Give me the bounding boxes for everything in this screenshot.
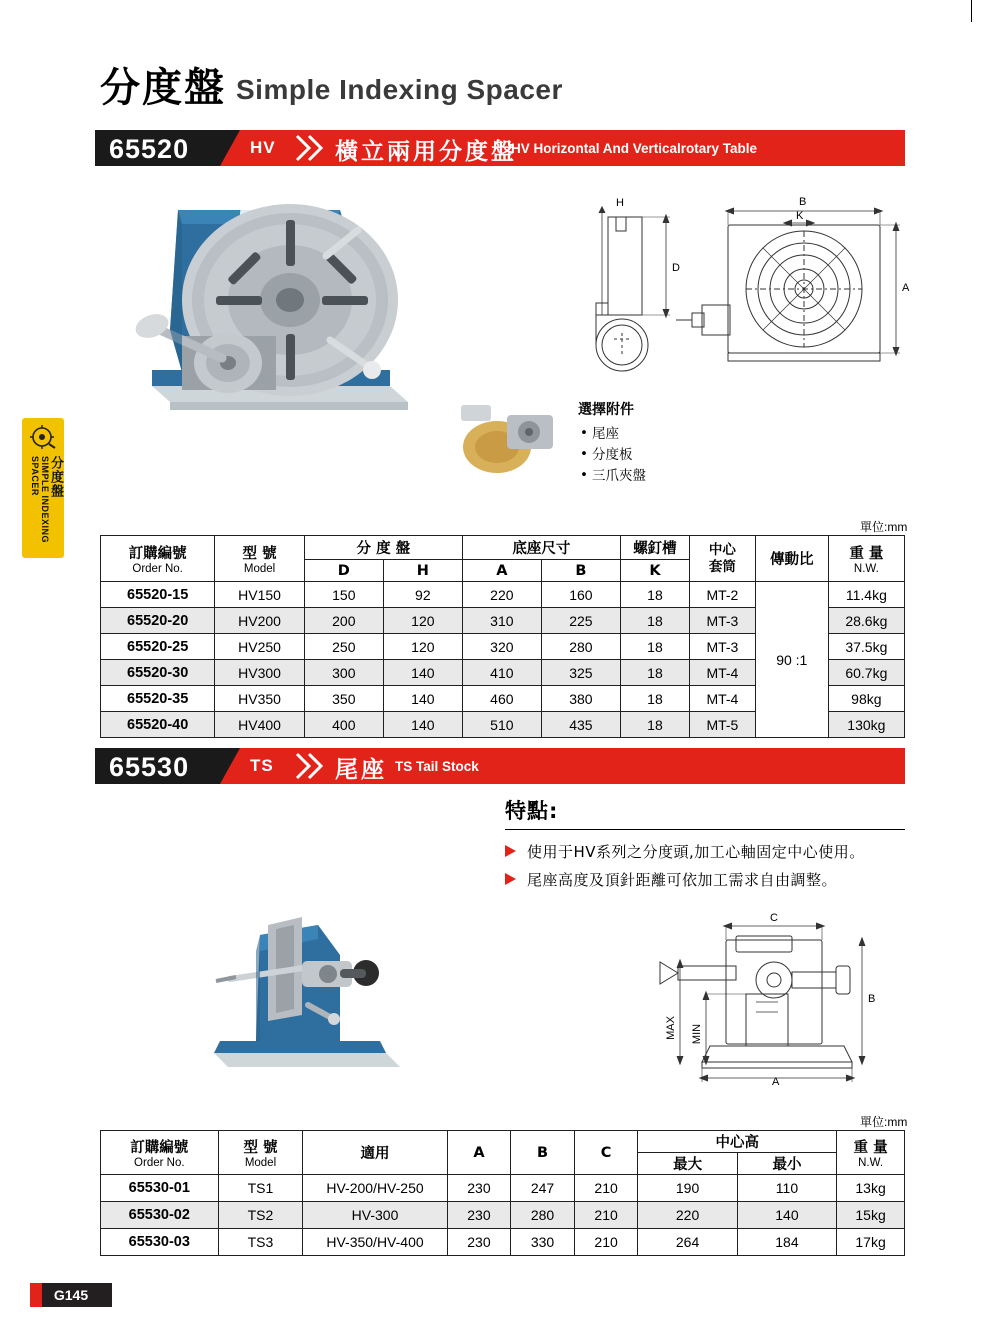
cell-D: 200 (304, 608, 383, 634)
cell-A: 510 (462, 712, 541, 738)
cell-sleeve: MT-3 (690, 634, 756, 660)
cell-max: 190 (638, 1175, 737, 1202)
cell-weight: 11.4kg (828, 582, 904, 608)
th2-A: A (447, 1131, 511, 1175)
cell-C: 210 (574, 1229, 638, 1256)
cell-H: 140 (383, 660, 462, 686)
cell-H: 140 (383, 712, 462, 738)
section2-name-cn: 尾座 (335, 757, 387, 783)
section1-abbr: HV (250, 138, 276, 157)
th-group-table: 分 度 盤 (304, 536, 462, 560)
cell-B: 380 (541, 686, 620, 712)
cell-sleeve: MT-4 (690, 686, 756, 712)
section2-abbr: TS (250, 756, 274, 775)
table-row (101, 1229, 905, 1256)
cell-order: 65520-40 (101, 712, 215, 738)
cell-A: 230 (447, 1229, 511, 1256)
cell-ratio: 90 :1 (755, 582, 828, 738)
svg-text:C: C (770, 912, 778, 924)
technical-drawing-hv (580, 195, 910, 395)
product-photo-ts-tail-stock (190, 895, 430, 1085)
cell-H: 140 (383, 686, 462, 712)
svg-text:MAX: MAX (665, 1016, 677, 1040)
arrow-icon (505, 845, 516, 857)
indexing-spacer-icon (29, 424, 57, 450)
cell-model: TS1 (218, 1175, 303, 1202)
cell-K: 18 (620, 686, 689, 712)
cell-B: 247 (511, 1175, 575, 1202)
cell-weight: 13kg (837, 1175, 905, 1202)
side-tab-label-cn: 分度盤 (48, 456, 63, 498)
cell-B: 435 (541, 712, 620, 738)
cell-min: 110 (737, 1175, 836, 1202)
technical-drawing-ts (640, 910, 920, 1085)
th-K: K (620, 560, 689, 582)
cell-order: 65520-35 (101, 686, 215, 712)
svg-text:B: B (799, 196, 807, 208)
option-item: • 尾座 (578, 424, 646, 445)
cell-order: 65520-30 (101, 660, 215, 686)
cell-A: 460 (462, 686, 541, 712)
chevron-right-icon (293, 748, 333, 784)
cell-model: TS3 (218, 1229, 303, 1256)
table-row (101, 1175, 905, 1202)
th-ratio: 傳動比 (755, 536, 828, 582)
option-item: • 分度板 (578, 445, 646, 466)
th-group-base: 底座尺寸 (462, 536, 620, 560)
section2-code: 65530 (109, 752, 190, 782)
th-order-en: Order No. (132, 563, 183, 575)
side-index-tab (22, 418, 64, 558)
unit-note-2: 單位:mm (860, 1115, 908, 1129)
th2-apply: 適用 (303, 1131, 447, 1175)
th-weight-cn: 重 量 (849, 546, 884, 562)
cell-model: HV350 (215, 686, 305, 712)
svg-text:D: D (672, 262, 680, 274)
features-block (505, 795, 925, 896)
th2-center-height: 中心高 (638, 1131, 837, 1153)
cell-B: 280 (511, 1202, 575, 1229)
svg-text:H: H (616, 197, 624, 209)
chevron-right-icon (293, 130, 333, 166)
th-model-cn: 型 號 (242, 546, 277, 562)
th2-max: 最大 (638, 1153, 737, 1175)
cell-B: 160 (541, 582, 620, 608)
accessory-photo (455, 385, 563, 483)
th-A: A (462, 560, 541, 582)
cell-sleeve: MT-5 (690, 712, 756, 738)
th-weight-en: N.W. (853, 563, 879, 575)
th-H: H (383, 560, 462, 582)
page-title (100, 65, 563, 111)
cell-B: 330 (511, 1229, 575, 1256)
th2-min: 最小 (737, 1153, 836, 1175)
arrow-icon (505, 873, 516, 885)
cell-sleeve: MT-3 (690, 608, 756, 634)
cell-D: 400 (304, 712, 383, 738)
cell-model: HV300 (215, 660, 305, 686)
cell-H: 120 (383, 634, 462, 660)
cell-max: 264 (638, 1229, 737, 1256)
cell-order: 65520-15 (101, 582, 215, 608)
cell-C: 210 (574, 1175, 638, 1202)
options-title: 選擇附件 (578, 402, 634, 418)
section-header-65530 (95, 748, 905, 784)
cell-A: 410 (462, 660, 541, 686)
optional-accessories (578, 400, 646, 486)
cell-model: TS2 (218, 1202, 303, 1229)
cell-model: HV150 (215, 582, 305, 608)
cell-min: 184 (737, 1229, 836, 1256)
page-number: G145 (53, 1287, 89, 1303)
cell-sleeve: MT-2 (690, 582, 756, 608)
section1-name-cn: 橫立兩用分度盤 (335, 139, 517, 165)
cell-order: 65530-03 (101, 1229, 219, 1256)
section1-code: 65520 (109, 134, 190, 164)
cell-model: HV200 (215, 608, 305, 634)
th2-weight-cn: 重 量 (853, 1140, 888, 1156)
page-title-en: Simple Indexing Spacer (236, 74, 563, 106)
svg-text:MIN: MIN (691, 1023, 703, 1045)
section1-name-en: HV Horizontal And Verticalrotary Table (511, 141, 758, 156)
cell-order: 65520-25 (101, 634, 215, 660)
th2-model-en: Model (244, 1157, 277, 1169)
th-order-cn: 訂購編號 (128, 546, 187, 562)
page-title-cn: 分度盤 (100, 65, 226, 111)
cell-H: 120 (383, 608, 462, 634)
product-photo-hv-rotary-table (90, 190, 450, 420)
th-model-en: Model (243, 563, 276, 575)
cell-D: 300 (304, 660, 383, 686)
section2-name-en: TS Tail Stock (395, 759, 479, 774)
cell-model: HV400 (215, 712, 305, 738)
cell-B: 325 (541, 660, 620, 686)
cell-D: 150 (304, 582, 383, 608)
feature-text: 尾座高度及頂針距離可依加工需求自由調整。 (527, 871, 838, 889)
th2-order-en: Order No. (134, 1157, 185, 1169)
cell-min: 140 (737, 1202, 836, 1229)
spec-table-ts (100, 1130, 905, 1256)
svg-text:B: B (868, 993, 876, 1005)
side-tab-label-en: SIMPLE INDEXING SPACER (30, 456, 50, 544)
cell-D: 250 (304, 634, 383, 660)
cell-A: 230 (447, 1175, 511, 1202)
cell-weight: 60.7kg (828, 660, 904, 686)
crop-mark (971, 0, 972, 22)
option-item: • 三爪夾盤 (578, 466, 646, 487)
cell-apply: HV-350/HV-400 (303, 1229, 447, 1256)
cell-apply: HV-300 (303, 1202, 447, 1229)
cell-K: 18 (620, 660, 689, 686)
th2-B: B (511, 1131, 575, 1175)
cell-weight: 37.5kg (828, 634, 904, 660)
svg-text:A: A (772, 1076, 780, 1085)
th2-C: C (574, 1131, 638, 1175)
feature-item (505, 868, 925, 892)
cell-K: 18 (620, 582, 689, 608)
cell-order: 65530-02 (101, 1202, 219, 1229)
cell-order: 65530-01 (101, 1175, 219, 1202)
cell-A: 310 (462, 608, 541, 634)
cell-K: 18 (620, 634, 689, 660)
th2-order-cn: 訂購編號 (130, 1140, 189, 1156)
cell-weight: 98kg (828, 686, 904, 712)
section-header-65520 (95, 130, 905, 166)
spec-table-hv (100, 535, 905, 738)
features-title: 特點: (505, 799, 559, 823)
cell-weight: 15kg (837, 1202, 905, 1229)
cell-H: 92 (383, 582, 462, 608)
cell-A: 320 (462, 634, 541, 660)
cell-apply: HV-200/HV-250 (303, 1175, 447, 1202)
svg-text:K: K (796, 210, 804, 222)
cell-K: 18 (620, 712, 689, 738)
feature-item (505, 840, 925, 864)
cell-B: 225 (541, 608, 620, 634)
cell-B: 280 (541, 634, 620, 660)
cell-C: 210 (574, 1202, 638, 1229)
th-center-cn-1: 中心 (708, 541, 736, 558)
svg-text:A: A (902, 282, 910, 294)
th-group-slot: 螺釘槽 (620, 536, 689, 560)
table-row (101, 582, 905, 608)
cell-weight: 17kg (837, 1229, 905, 1256)
cell-model: HV250 (215, 634, 305, 660)
cell-A: 220 (462, 582, 541, 608)
cell-A: 230 (447, 1202, 511, 1229)
cell-weight: 28.6kg (828, 608, 904, 634)
cell-K: 18 (620, 608, 689, 634)
page-footer (30, 1283, 112, 1307)
unit-note-1: 單位:mm (860, 520, 908, 534)
th2-weight-en: N.W. (858, 1157, 884, 1169)
table-row (101, 1202, 905, 1229)
feature-text: 使用于HV系列之分度頭,加工心軸固定中心使用。 (527, 843, 865, 861)
th-center-cn-2: 套筒 (708, 558, 736, 575)
cell-D: 350 (304, 686, 383, 712)
th2-model-cn: 型 號 (243, 1140, 278, 1156)
cell-max: 220 (638, 1202, 737, 1229)
features-divider (505, 829, 905, 830)
th-B: B (541, 560, 620, 582)
cell-order: 65520-20 (101, 608, 215, 634)
th-D: D (304, 560, 383, 582)
cell-weight: 130kg (828, 712, 904, 738)
cell-sleeve: MT-4 (690, 660, 756, 686)
